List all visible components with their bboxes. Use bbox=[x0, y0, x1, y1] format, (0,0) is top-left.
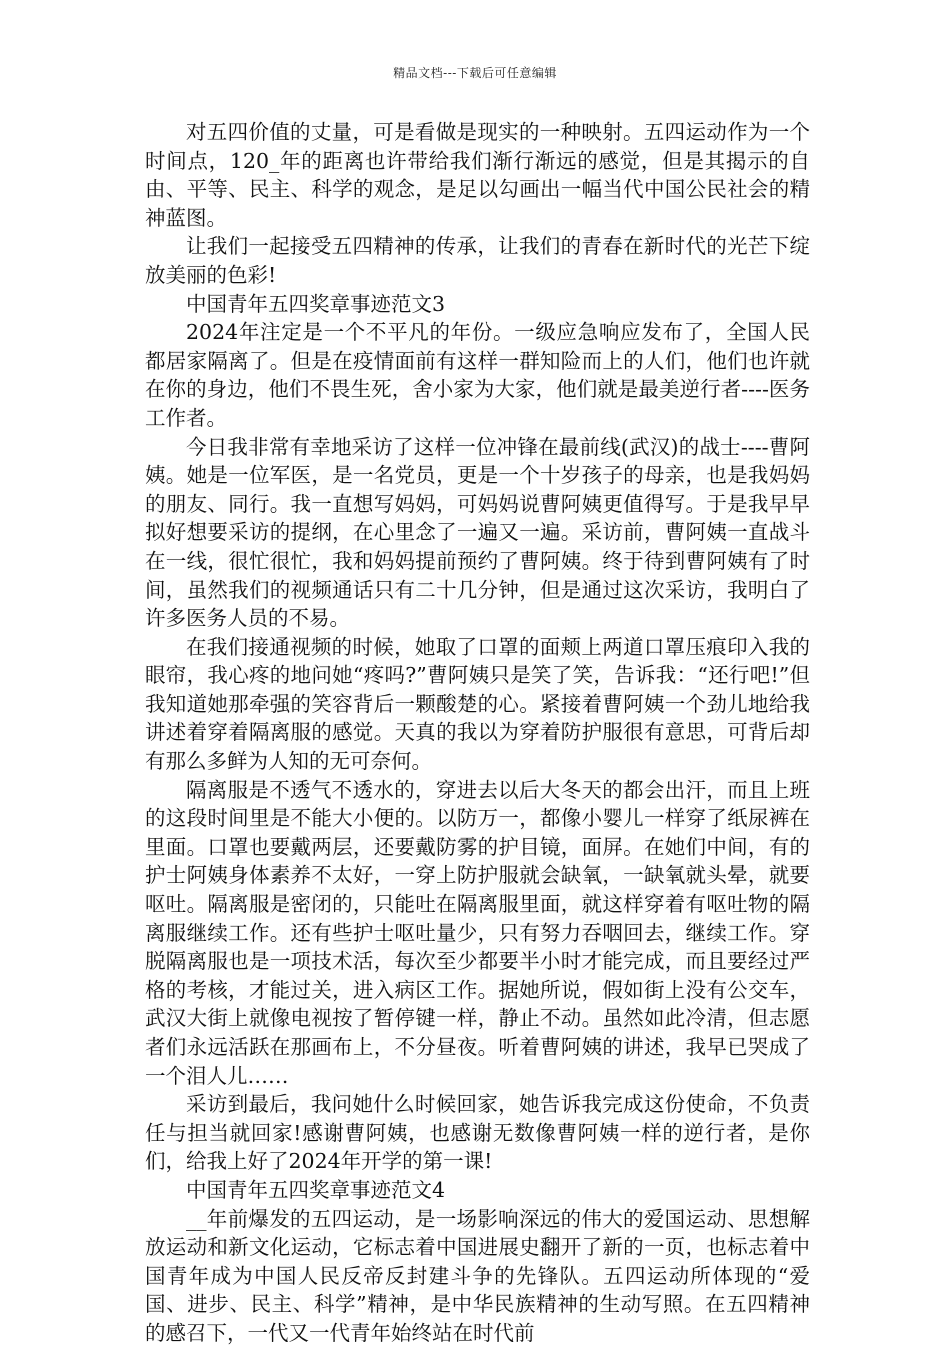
section-heading: 中国青年五四奖章事迹范文4 bbox=[186, 1177, 446, 1202]
paragraph: 采访到最后，我问她什么时候回家，她告诉我完成这份使命，不负责任与担当就回家!感谢曹阿姨，也感谢无数像曹阿姨一样的逆行者，是你们，给我上好了2024年开学的第一课! bbox=[145, 1092, 810, 1174]
document-body bbox=[145, 118, 810, 1348]
section-heading: 中国青年五四奖章事迹范文3 bbox=[186, 291, 446, 316]
paragraph: 2024年注定是一个不平凡的年份。一级应急响应发布了，全国人民都居家隔离了。但是在疫情面前有这样一群知险而上的人们，他们也许就在你的身边，他们不畏生死，舍小家为大家，他们就是最美逆行者----医务工作者。 bbox=[145, 320, 810, 430]
paragraph: 让我们一起接受五四精神的传承，让我们的青春在新时代的光芒下绽放美丽的色彩! bbox=[145, 234, 810, 287]
paragraph: 在我们接通视频的时候，她取了口罩的面颊上两道口罩压痕印入我的眼帘，我心疼的地问她“疼吗?”曹阿姨只是笑了笑，告诉我：“还行吧!”但我知道她那牵强的笑容背后一颗酸楚的心。紧接着曹阿姨一个劲儿地给我讲述着穿着隔离服的感觉。天真的我以为穿着防护服很有意思，可背后却有那么多鲜为人知的无可奈何。 bbox=[145, 634, 810, 774]
paragraph: __年前爆发的五四运动，是一场影响深远的伟大的爱国运动、思想解放运动和新文化运动，它标志着中国进展史翻开了新的一页，也标志着中国青年成为中国人民反帝反封建斗争的先锋队。五四运动所体现的“爱国、进步、民主、科学”精神，是中华民族精神的生动写照。在五四精神的感召下，一代又一代青年始终站在时代前 bbox=[145, 1206, 810, 1345]
paragraph: 今日我非常有幸地采访了这样一位冲锋在最前线(武汉)的战士----曹阿姨。她是一位军医，是一名党员，更是一个十岁孩子的母亲，也是我妈妈的朋友、同行。我一直想写妈妈，可妈妈说曹阿姨更值得写。于是我早早拟好想要采访的提纲，在心里念了一遍又一遍。采访前，曹阿姨一直战斗在一线，很忙很忙，我和妈妈提前预约了曹阿姨。终于待到曹阿姨有了时间，虽然我们的视频通话只有二十几分钟，但是通过这次采访，我明白了许多医务人员的不易。 bbox=[145, 434, 810, 631]
paragraph: 隔离服是不透气不透水的，穿进去以后大冬天的都会出汗，而且上班的这段时间里是不能大小便的。以防万一，都像小婴儿一样穿了纸尿裤在里面。口罩也要戴两层，还要戴防雾的护目镜，面屏。在她们中间，有的护士阿姨身体素养不太好，一穿上防护服就会缺氧，一缺氧就头晕，就要呕吐。隔离服是密闭的，只能吐在隔离服里面，就这样穿着有呕吐物的隔离服继续工作。还有些护士呕吐量少，只有努力吞咽回去，继续工作。穿脱隔离服也是一项技术活，每次至少都要半小时才能完成，而且要经过严格的考核，才能过关，进入病区工作。据她所说，假如街上没有公交车，武汉大街上就像电视按了暂停键一样，静止不动。虽然如此冷清，但志愿者们永远活跃在那画布上，不分昼夜。听着曹阿姨的讲述，我早已哭成了一个泪人儿…… bbox=[145, 777, 810, 1088]
page-header: 精品文档---下载后可任意编辑 bbox=[393, 66, 557, 80]
paragraph: 对五四价值的丈量，可是看做是现实的一种映射。五四运动作为一个时间点，120_年的距离也许带给我们渐行渐远的感觉，但是其揭示的自由、平等、民主、科学的观念，是足以勾画出一幅当代中国公民社会的精神蓝图。 bbox=[145, 120, 810, 230]
